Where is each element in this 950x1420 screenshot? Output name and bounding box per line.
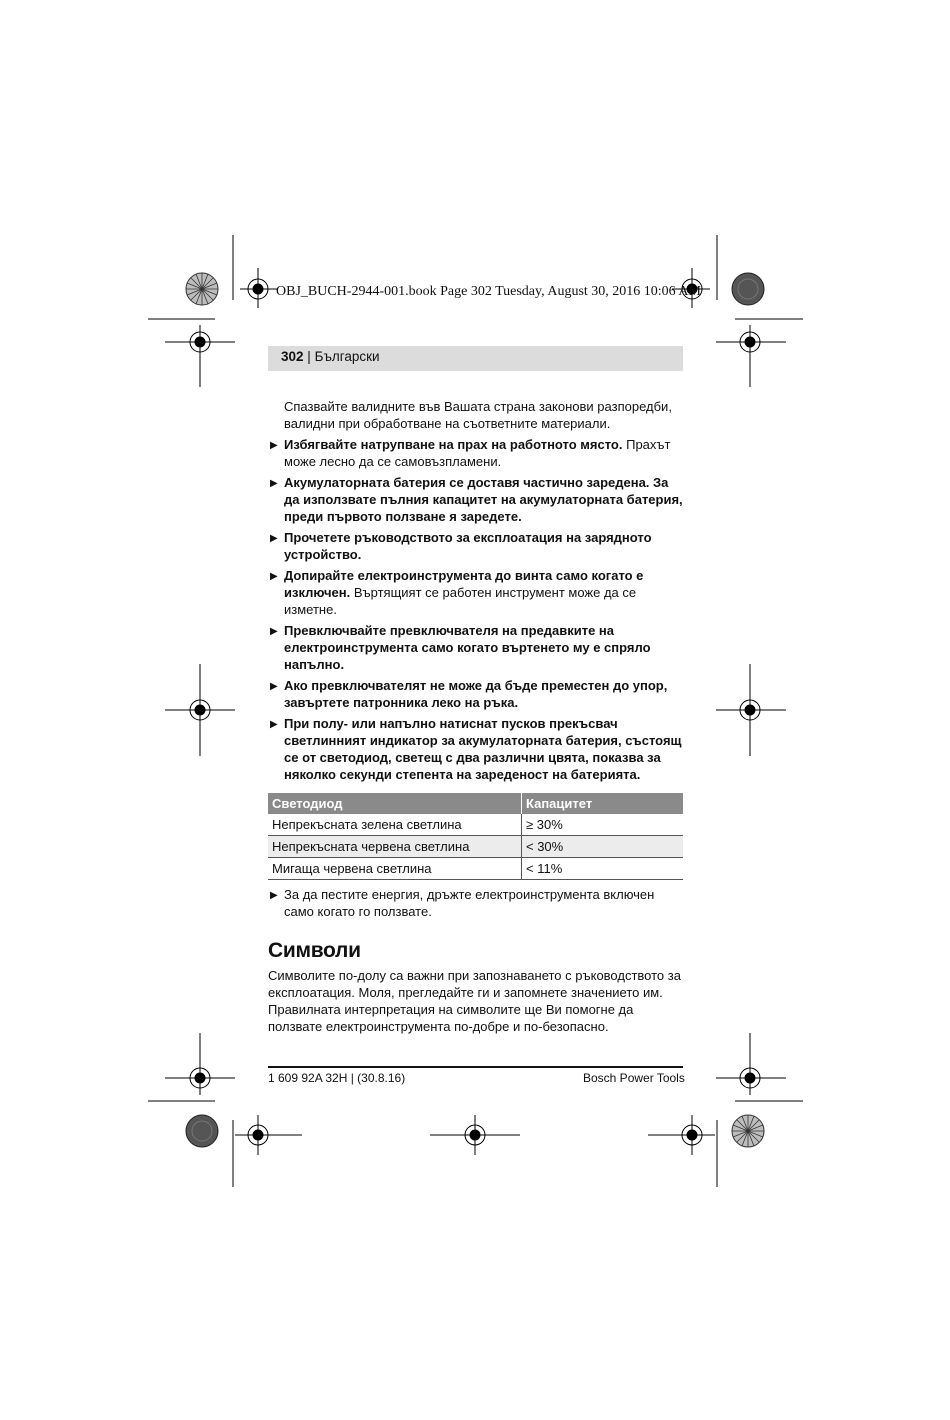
bullet-bold-text: Акумулаторната батерия се доставя частично заредена. За да използвате пълния капацитет на акумулаторната батерия, преди първото ползване я заредете. xyxy=(284,475,683,524)
safety-bullet-item xyxy=(268,474,683,525)
bullet-normal-text: Въртящият се работен инструмент може да се изметне. xyxy=(284,585,637,617)
section-title: Символи xyxy=(268,939,361,962)
table-header-row xyxy=(268,793,683,814)
table-cell: < 30% xyxy=(522,836,684,858)
bullet-normal-text: Прахът може лесно да се самовъзпламени. xyxy=(284,437,671,469)
running-header xyxy=(281,349,380,364)
intro-paragraph: Спазвайте валидните във Вашата страна законови разпоредби, валидни при обработване на съответните материали. xyxy=(284,399,672,431)
safety-bullet-item xyxy=(268,436,683,470)
table-cell: Непрекъсната червена светлина xyxy=(268,836,522,858)
section-body: Символите по-долу са важни при запознаването с ръководството за експлоатация. Моля, прегледайте ги и запомнете значението им. Правилната интерпретация на символите ще Ви помогне да ползвате електроинструмента по-добре и по-безопасно. xyxy=(268,968,681,1034)
header-language: Български xyxy=(314,349,380,364)
table-row xyxy=(268,836,683,858)
main-content xyxy=(268,398,683,1035)
header-separator: | xyxy=(307,349,311,364)
table-cell: < 11% xyxy=(522,858,684,880)
bullet-bold-text: Прочетете ръководството за експлоатация на зарядното устройство. xyxy=(284,530,652,562)
safety-bullet-item xyxy=(268,677,683,711)
page-number: 302 xyxy=(281,349,304,364)
safety-bullet-item xyxy=(268,715,683,783)
safety-bullet-item xyxy=(268,529,683,563)
bullet-bold-text: Превключвайте превключвателя на предавките на електроинструмента само когато въртенето му е спряло напълно. xyxy=(284,623,651,672)
table-cell: Мигаща червена светлина xyxy=(268,858,522,880)
bullet-triangle-icon: ▶ xyxy=(270,626,278,637)
bullet-triangle-icon: ▶ xyxy=(270,890,278,901)
table-row xyxy=(268,858,683,880)
bullet-triangle-icon: ▶ xyxy=(270,533,278,544)
bullet-bold-text: Избягвайте натрупване на прах на работното място. xyxy=(284,437,623,452)
energy-saving-bullet xyxy=(268,886,683,920)
print-slug: OBJ_BUCH-2944-001.book Page 302 Tuesday, August 30, 2016 10:06 AM xyxy=(276,284,701,299)
bullet-bold-text: При полу- или напълно натиснат пусков прекъсвач светлинният индикатор за акумулаторната батерия, състоящ се от светодиод, светещ с два различни цвята, показва за няколко секунди степента на зареденост на батерията. xyxy=(284,716,682,782)
footer-brand: Bosch Power Tools xyxy=(583,1071,685,1085)
column-header: Светодиод xyxy=(268,793,522,814)
bullet-bold-text: Ако превключвателят не може да бъде преместен до упор, завъртете патронника леко на ръка. xyxy=(284,678,668,710)
safety-bullet-item xyxy=(268,567,683,618)
bullet-text: За да пестите енергия, дръжте електроинструмента включен само когато го ползвате. xyxy=(284,887,655,919)
safety-bullet-item xyxy=(268,622,683,673)
bullet-bold-text: Допирайте електроинструмента до винта само когато е изключен. xyxy=(284,568,644,600)
footer-rule xyxy=(268,1066,683,1068)
table-cell: ≥ 30% xyxy=(522,814,684,836)
registration-mark-1 xyxy=(240,268,278,308)
table-cell: Непрекъсната зелена светлина xyxy=(268,814,522,836)
bullet-triangle-icon: ▶ xyxy=(270,478,278,489)
bullet-triangle-icon: ▶ xyxy=(270,681,278,692)
bullet-triangle-icon: ▶ xyxy=(270,719,278,730)
bullet-triangle-icon: ▶ xyxy=(270,571,278,582)
bullet-triangle-icon: ▶ xyxy=(270,440,278,451)
table-row xyxy=(268,814,683,836)
safety-bullets xyxy=(268,436,683,783)
battery-indicator-table xyxy=(268,793,683,880)
footer-doc-number: 1 609 92A 32H | (30.8.16) xyxy=(268,1071,406,1085)
column-header: Капацитет xyxy=(522,793,684,814)
